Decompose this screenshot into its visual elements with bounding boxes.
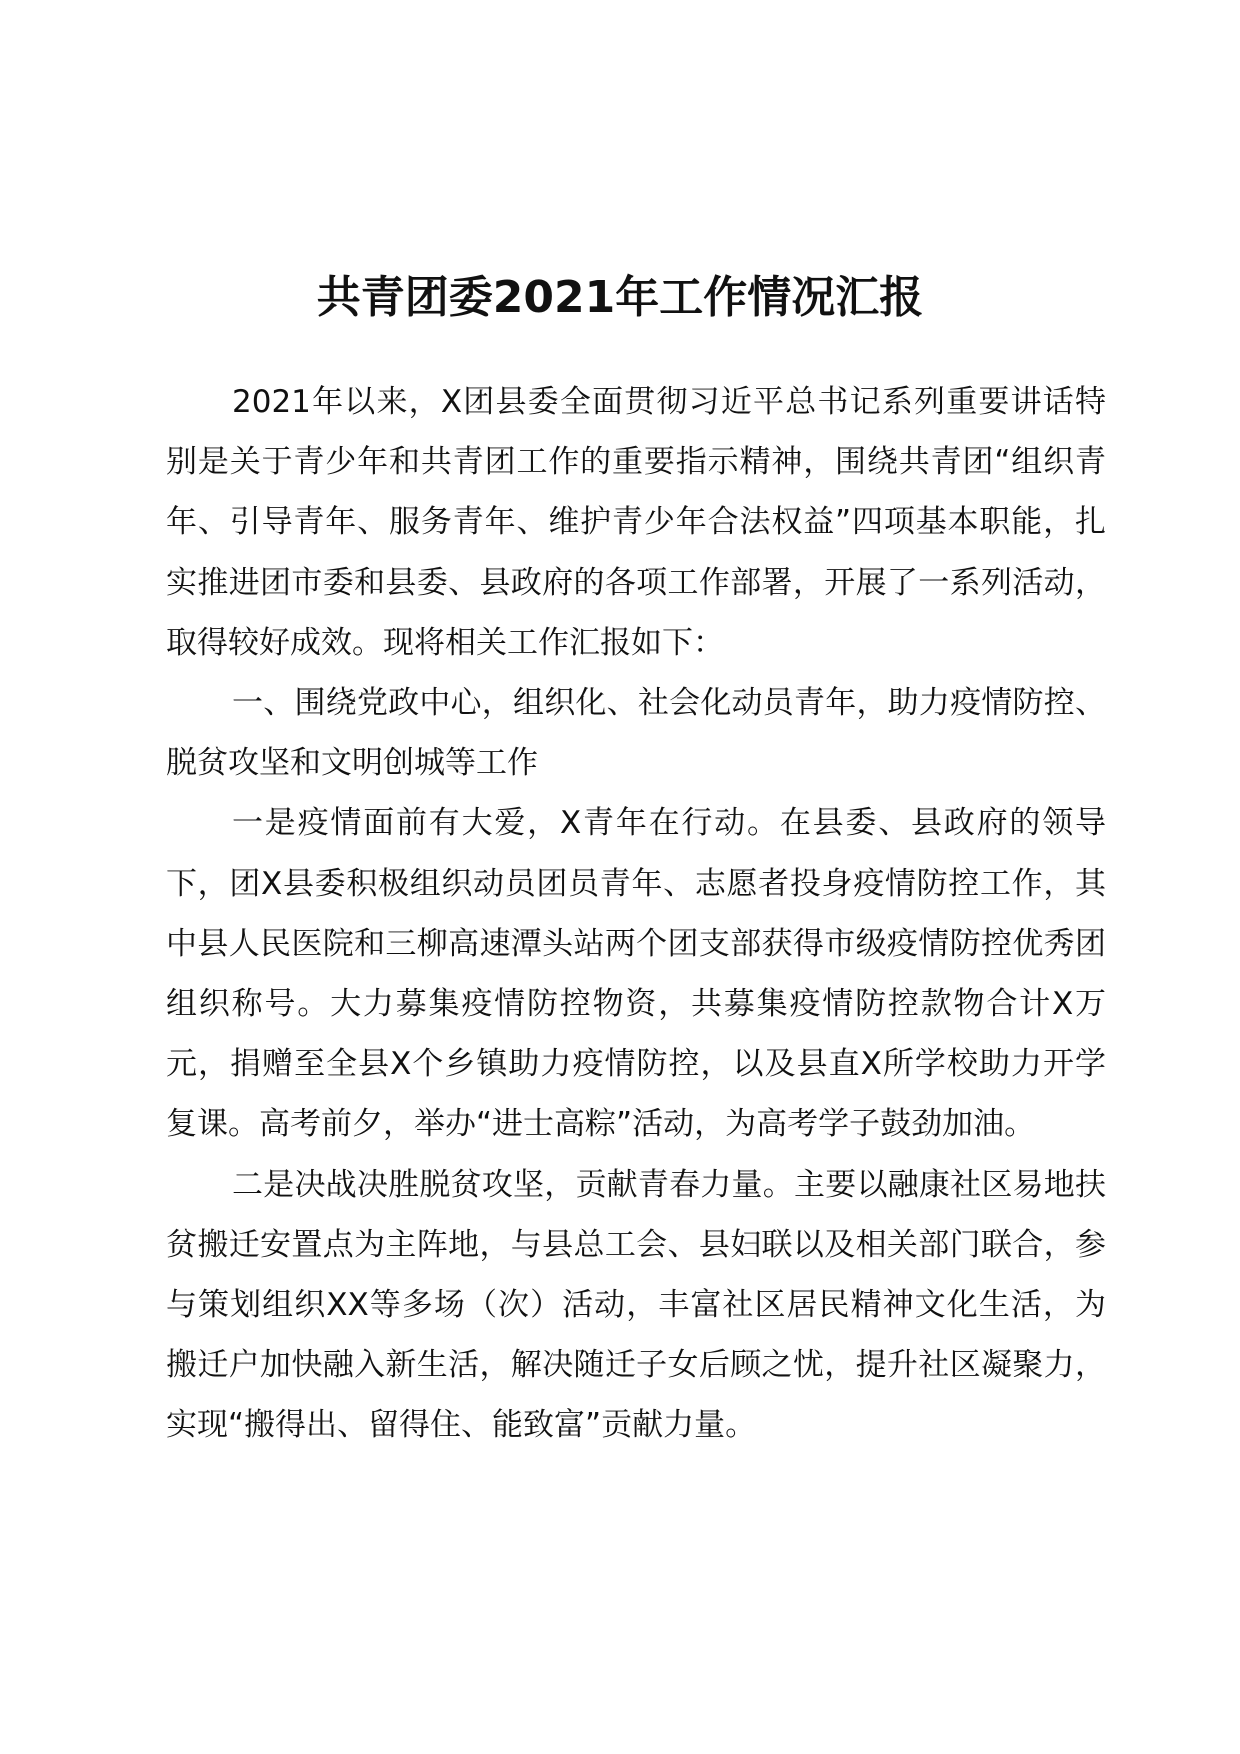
paragraph-poverty: 二是决战决胜脱贫攻坚，贡献青春力量。主要以融康社区易地扶贫搬迁安置点为主阵地，与县总工会、县妇联以及相关部门联合，参与策划组织XX等多场（次）活动，丰富社区居民精神文化生活，为搬迁户加快融入新生活，解决随迁子女后顾之忧，提升社区凝聚力，实现“搬得出、留得住、能致富”贡献力量。 <box>166 1166 1106 1444</box>
paragraph-epidemic: 一是疫情面前有大爱，X青年在行动。在县委、县政府的领导下，团X县委积极组织动员团员青年、志愿者投身疫情防控工作，其中县人民医院和三柳高速潭头站两个团支部获得市级疫情防控优秀团组织称号。大力募集疫情防控物资，共募集疫情防控款物合计X万元，捐赠至全县X个乡镇助力疫情防控，以及县直X所学校助力开学复课。高考前夕，举办“进士高粽”活动，为高考学子鼓劲加油。 <box>166 805 1106 1143</box>
section-heading-1: 一、围绕党政中心，组织化、社会化动员青年，助力疫情防控、脱贫攻坚和文明创城等工作 <box>166 685 1106 782</box>
document-title: 共青团委2021年工作情况汇报 <box>316 272 924 323</box>
document-body <box>166 372 1106 1456</box>
intro-paragraph: 2021年以来，X团县委全面贯彻习近平总书记系列重要讲话特别是关于青少年和共青团工作的重要指示精神，围绕共青团“组织青年、引导青年、服务青年、维护青少年合法权益”四项基本职能，扎实推进团市委和县委、县政府的各项工作部署，开展了一系列活动，取得较好成效。现将相关工作汇报如下： <box>166 384 1106 661</box>
